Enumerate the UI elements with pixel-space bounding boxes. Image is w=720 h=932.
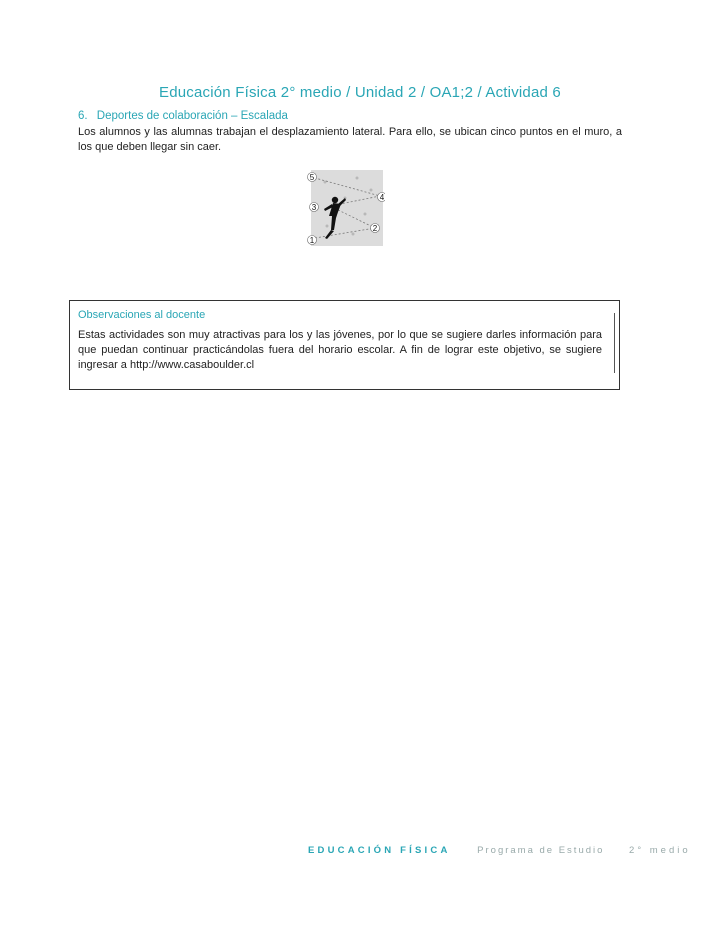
teacher-notes-box (69, 300, 620, 390)
page-title: Educación Física 2° medio / Unidad 2 / OA1;2 / Actividad 6 (159, 84, 561, 101)
point-label-1: 1 (309, 236, 315, 245)
wall-background (311, 170, 383, 246)
point-label-5: 5 (309, 173, 315, 182)
section-heading-text: Deportes de colaboración – Escalada (96, 110, 288, 122)
climbing-figure-svg (305, 168, 385, 248)
box-divider (614, 313, 615, 373)
section-heading (78, 110, 288, 122)
footer-program: Programa de Estudio (477, 845, 605, 856)
section-number: 6. (78, 110, 88, 122)
teacher-notes-title: Observaciones al docente (78, 309, 206, 321)
activity-description: Los alumnos y las alumnas trabajan el desplazamiento lateral. Para ello, se ubican cinco puntos en el muro, a los que deben llegar sin caer. (78, 126, 622, 153)
page-footer (308, 845, 691, 856)
climbing-wall-illustration (305, 168, 385, 248)
teacher-notes-body: Estas actividades son muy atractivas para los y las jóvenes, por lo que se sugiere darles información para que puedan continuar practicándolas fuera del horario escolar. A fin de lograr este objetivo, se sugiere ingresar a http://www.casaboulder.cl (78, 329, 602, 371)
footer-grade: 2° medio (629, 845, 691, 856)
point-label-3: 3 (311, 203, 317, 212)
footer-brand: EDUCACIÓN FÍSICA (308, 845, 451, 856)
point-label-4: 4 (379, 193, 385, 202)
point-label-2: 2 (372, 224, 378, 233)
